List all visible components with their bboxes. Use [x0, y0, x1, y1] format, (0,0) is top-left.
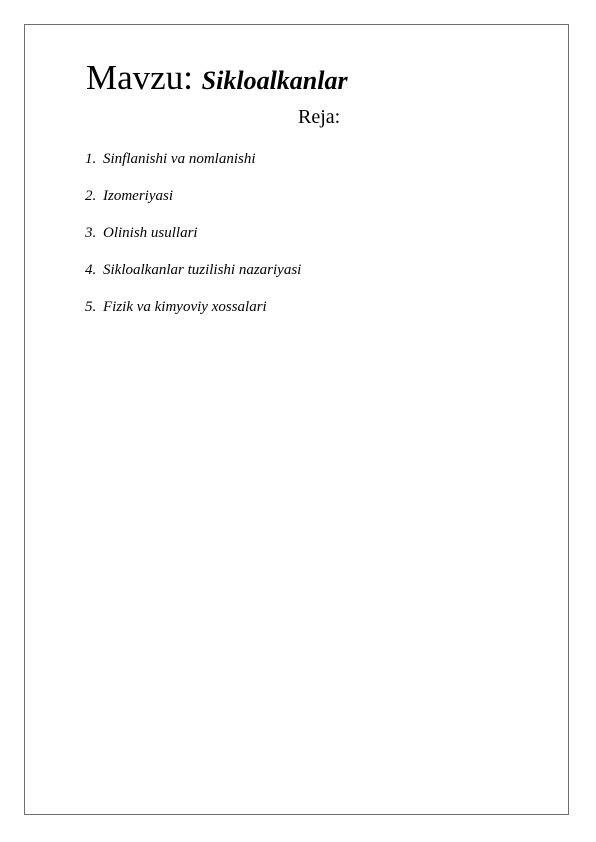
plan-item-number: 3.	[85, 225, 97, 241]
plan-item-text: Sinflanishi va nomlanishi	[103, 151, 256, 167]
plan-item	[85, 223, 301, 260]
plan-item-text: Fizik va kimyoviy xossalari	[103, 299, 267, 315]
plan-item-number: 1.	[85, 151, 97, 167]
document-page	[24, 24, 569, 815]
plan-item	[85, 297, 301, 334]
plan-list	[85, 149, 301, 334]
plan-item-text: Olinish usullari	[103, 225, 198, 241]
plan-item-text: Izomeriyasi	[103, 188, 173, 204]
plan-item-text: Sikloalkanlar tuzilishi nazariyasi	[103, 262, 302, 278]
plan-item-number: 5.	[85, 299, 97, 315]
plan-heading: Reja:	[298, 106, 341, 128]
plan-item	[85, 260, 301, 297]
title-label: Mavzu:	[86, 58, 193, 97]
plan-item-number: 2.	[85, 188, 97, 204]
plan-item-number: 4.	[85, 262, 97, 278]
plan-item	[85, 186, 301, 223]
plan-item	[85, 149, 301, 186]
document-title	[86, 55, 348, 104]
title-topic: Sikloalkanlar	[201, 66, 348, 95]
